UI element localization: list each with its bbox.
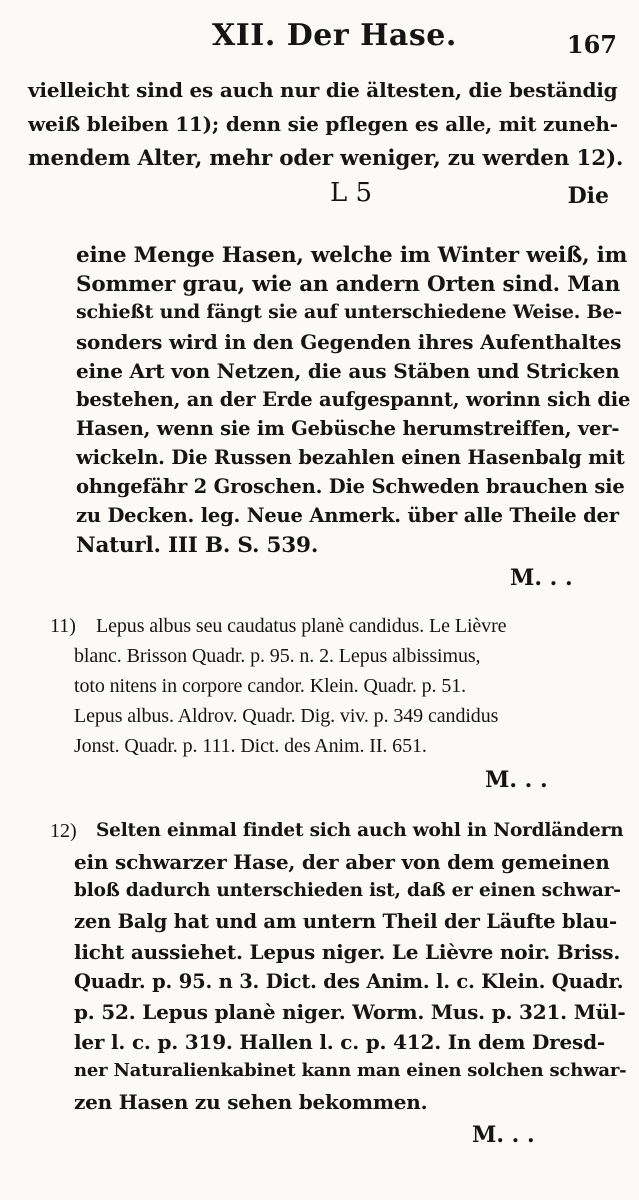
footnote-number: 12) (50, 820, 77, 842)
text-line: Hasen, wenn sie im Gebüsche herumstreiffen, ver- (76, 417, 620, 440)
footnote-line: zen Balg hat und am untern Theil der Läufte blau- (74, 910, 617, 933)
footnote-line: toto nitens in corpore candor. Klein. Quadr. p. 51. (74, 675, 467, 697)
text-line: bestehen, an der Erde aufgespannt, worinn sich die (76, 388, 631, 411)
text-line: ohngefähr 2 Groschen. Die Schweden brauchen sie (76, 475, 625, 498)
text-line: eine Art von Netzen, die aus Stäben und Stricken (76, 359, 620, 383)
footnote-line: Lepus albus. Aldrov. Quadr. Dig. viv. p. 349 candidus (74, 705, 499, 727)
signature-mark: L 5 (330, 178, 373, 208)
text-line: Sommer grau, wie an andern Orten sind. Man (76, 272, 621, 297)
footnote-line: ler l. c. p. 319. Hallen l. c. p. 412. In dem Dresd- (74, 1030, 605, 1054)
footnote-line: Jonst. Quadr. p. 111. Dict. des Anim. II. 651. (74, 735, 427, 757)
footnote-line: Lepus albus seu caudatus planè candidus. Le Lièvre (96, 615, 507, 637)
footnote-line: p. 52. Lepus planè niger. Worm. Mus. p. 321. Mül- (74, 1000, 626, 1024)
footnote-line: ner Naturalienkabinet kann man einen solchen schwar- (74, 1060, 627, 1081)
footnote-line: Quadr. p. 95. n 3. Dict. des Anim. l. c. Klein. Quadr. (74, 970, 624, 993)
footnote-line: ein schwarzer Hase, der aber von dem gemeinen (74, 850, 610, 874)
text-line: weiß bleiben 11); denn sie pflegen es alle, mit zuneh- (28, 112, 618, 136)
text-line: eine Menge Hasen, welche im Winter weiß, im (76, 243, 628, 268)
footnote-line: licht aussiehet. Lepus niger. Le Lièvre noir. Briss. (74, 940, 621, 964)
footnote-line: zen Hasen zu sehen bekommen. (74, 1090, 428, 1114)
running-header-title: XII. Der Hase. (212, 18, 457, 53)
footnote-line: bloß dadurch unterschieden ist, daß er einen schwar- (74, 880, 621, 901)
catchword: Die (567, 183, 609, 209)
text-line: zu Decken. leg. Neue Anmerk. über alle Theile der (76, 504, 619, 527)
text-line: vielleicht sind es auch nur die ältesten, die beständig (28, 78, 618, 102)
author-sign: M. . . (485, 767, 548, 793)
footnote-number: 11) (50, 615, 76, 637)
text-line: Naturl. III B. S. 539. (76, 533, 319, 558)
author-sign: M. . . (472, 1122, 535, 1148)
footnote-line: blanc. Brisson Quadr. p. 95. n. 2. Lepus albissimus, (74, 645, 481, 667)
text-line: wickeln. Die Russen bezahlen einen Hasenbalg mit (76, 446, 625, 469)
footnote-line: Selten einmal findet sich auch wohl in Nordländern (96, 820, 624, 841)
text-line: mendem Alter, mehr oder weniger, zu werden 12). (28, 146, 624, 171)
text-line: sonders wird in den Gegenden ihres Aufenthaltes (76, 330, 622, 354)
author-sign: M. . . (510, 565, 573, 591)
page-number: 167 (566, 30, 617, 59)
text-line: schießt und fängt sie auf unterschiedene Weise. Be- (76, 301, 622, 323)
